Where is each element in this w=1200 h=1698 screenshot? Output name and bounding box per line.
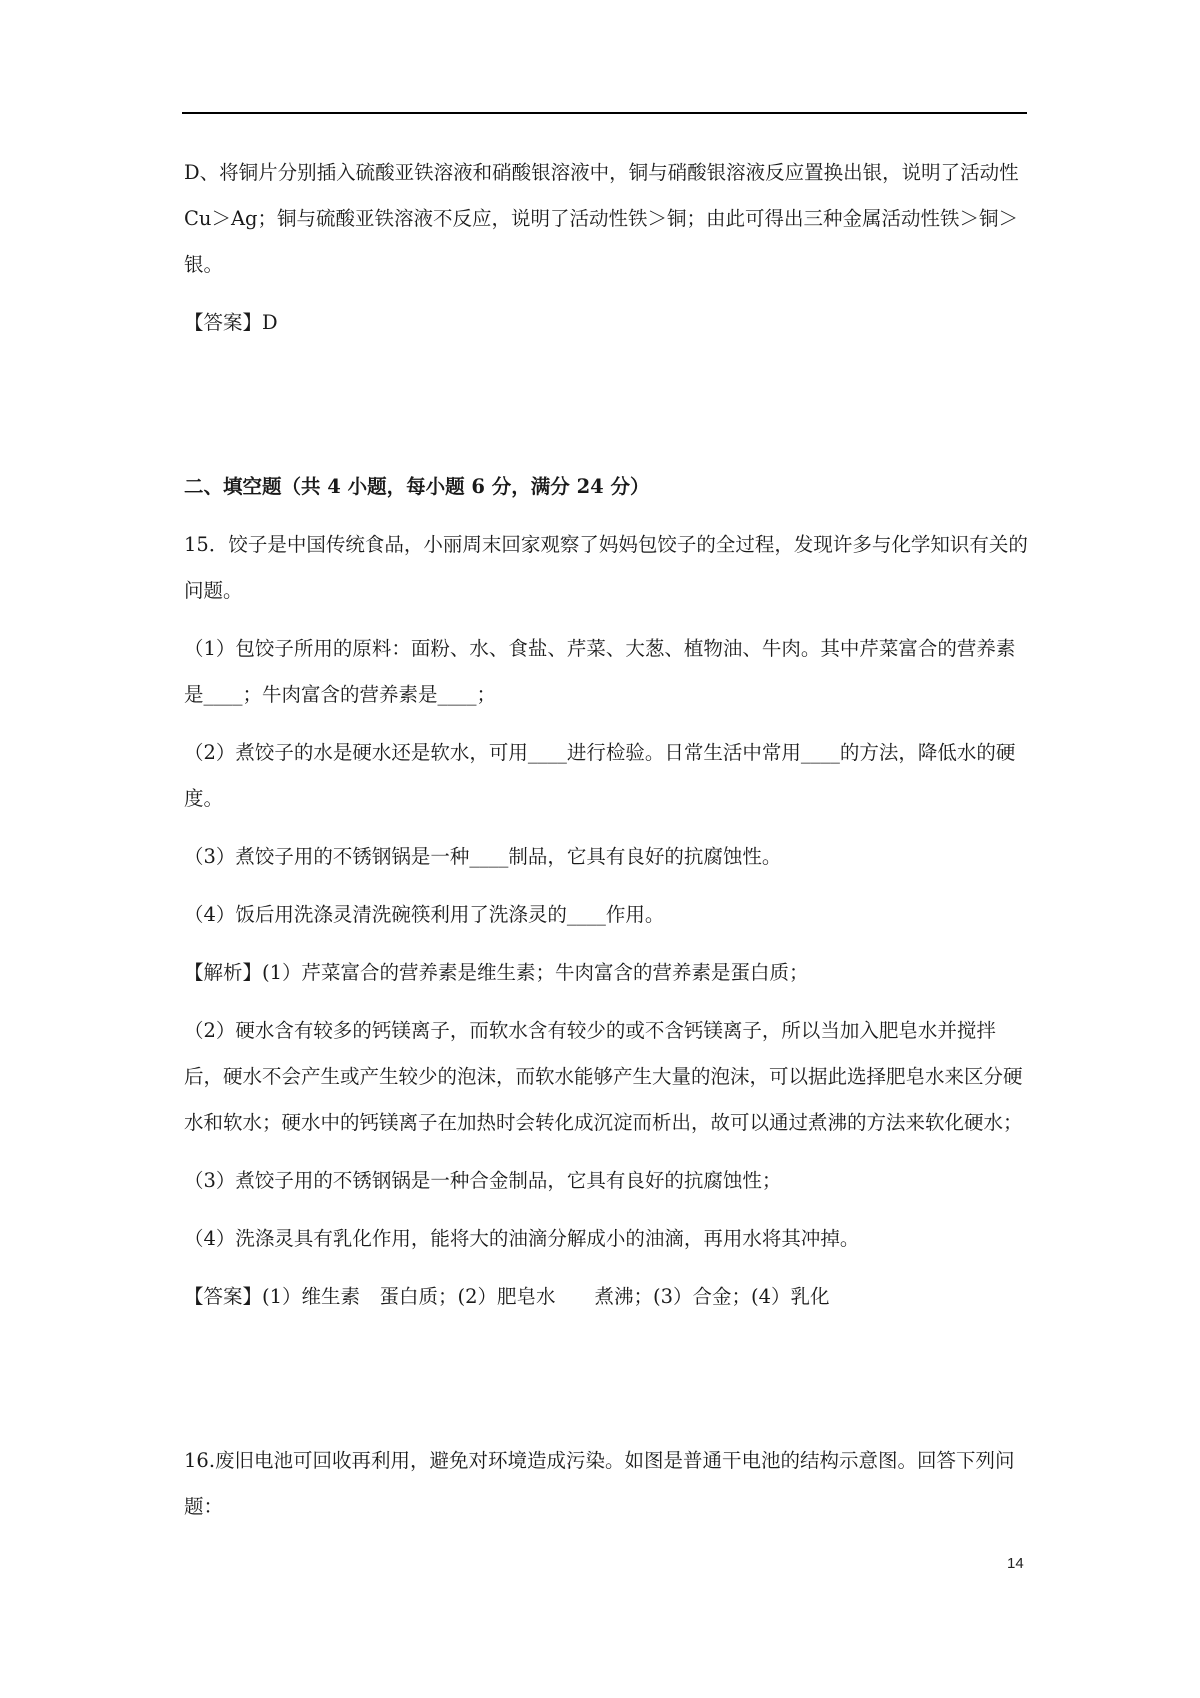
- q15-part-3: （3）煮饺子用的不锈钢锅是一种____制品，它具有良好的抗腐蚀性。: [184, 845, 782, 868]
- header-rule: [182, 112, 1027, 114]
- q15-analysis-3: （3）煮饺子用的不锈钢锅是一种合金制品，它具有良好的抗腐蚀性；: [184, 1169, 782, 1192]
- q15-analysis-1: 【解析】(1）芹菜富合的营养素是维生素；牛肉富含的营养素是蛋白质；: [184, 961, 809, 984]
- q15-part-2: （2）煮饺子的水是硬水还是软水，可用____进行检验。日常生活中常用____的方法，降低水的硬度。: [184, 741, 1016, 810]
- q15-part-1: （1）包饺子所用的原料：面粉、水、食盐、芹菜、大葱、植物油、牛肉。其中芹菜富合的营养素是____；牛肉富含的营养素是____；: [184, 637, 1016, 706]
- page-content: [184, 150, 1030, 1530]
- q14-answer: 【答案】D: [184, 311, 278, 334]
- q15-analysis-4: （4）洗涤灵具有乳化作用，能将大的油滴分解成小的油滴，再用水将其冲掉。: [184, 1227, 860, 1250]
- q16-stem: 16.废旧电池可回收再利用，避免对环境造成污染。如图是普通干电池的结构示意图。回答下列问题：: [184, 1449, 1015, 1518]
- q15-part-4: （4）饭后用洗涤灵清洗碗筷利用了洗涤灵的____作用。: [184, 903, 665, 926]
- q15-stem: 15．饺子是中国传统食品，小丽周末回家观察了妈妈包饺子的全过程，发现许多与化学知识有关的问题。: [184, 533, 1028, 602]
- q15-analysis-2: （2）硬水含有较多的钙镁离子，而软水含有较少的或不含钙镁离子，所以当加入肥皂水并搅拌后，硬水不会产生或产生较少的泡沫，而软水能够产生大量的泡沫，可以据此选择肥皂水来区分硬水和软水；硬水中的钙镁离子在加热时会转化成沉淀而析出，故可以通过煮沸的方法来软化硬水；: [184, 1019, 1023, 1134]
- section-title: 二、填空题（共 4 小题，每小题 6 分，满分 24 分）: [184, 475, 650, 498]
- q15-answer: 【答案】(1）维生素 蛋白质；(2）肥皂水 煮沸；(3）合金；(4）乳化: [184, 1285, 830, 1308]
- q14-option-d: D、将铜片分别插入硫酸亚铁溶液和硝酸银溶液中，铜与硝酸银溶液反应置换出银，说明了活动性 Cu＞Ag；铜与硫酸亚铁溶液不反应，说明了活动性铁＞铜；由此可得出三种金属活动性铁＞铜＞银。: [184, 161, 1019, 276]
- page-number: 14: [1007, 1555, 1024, 1572]
